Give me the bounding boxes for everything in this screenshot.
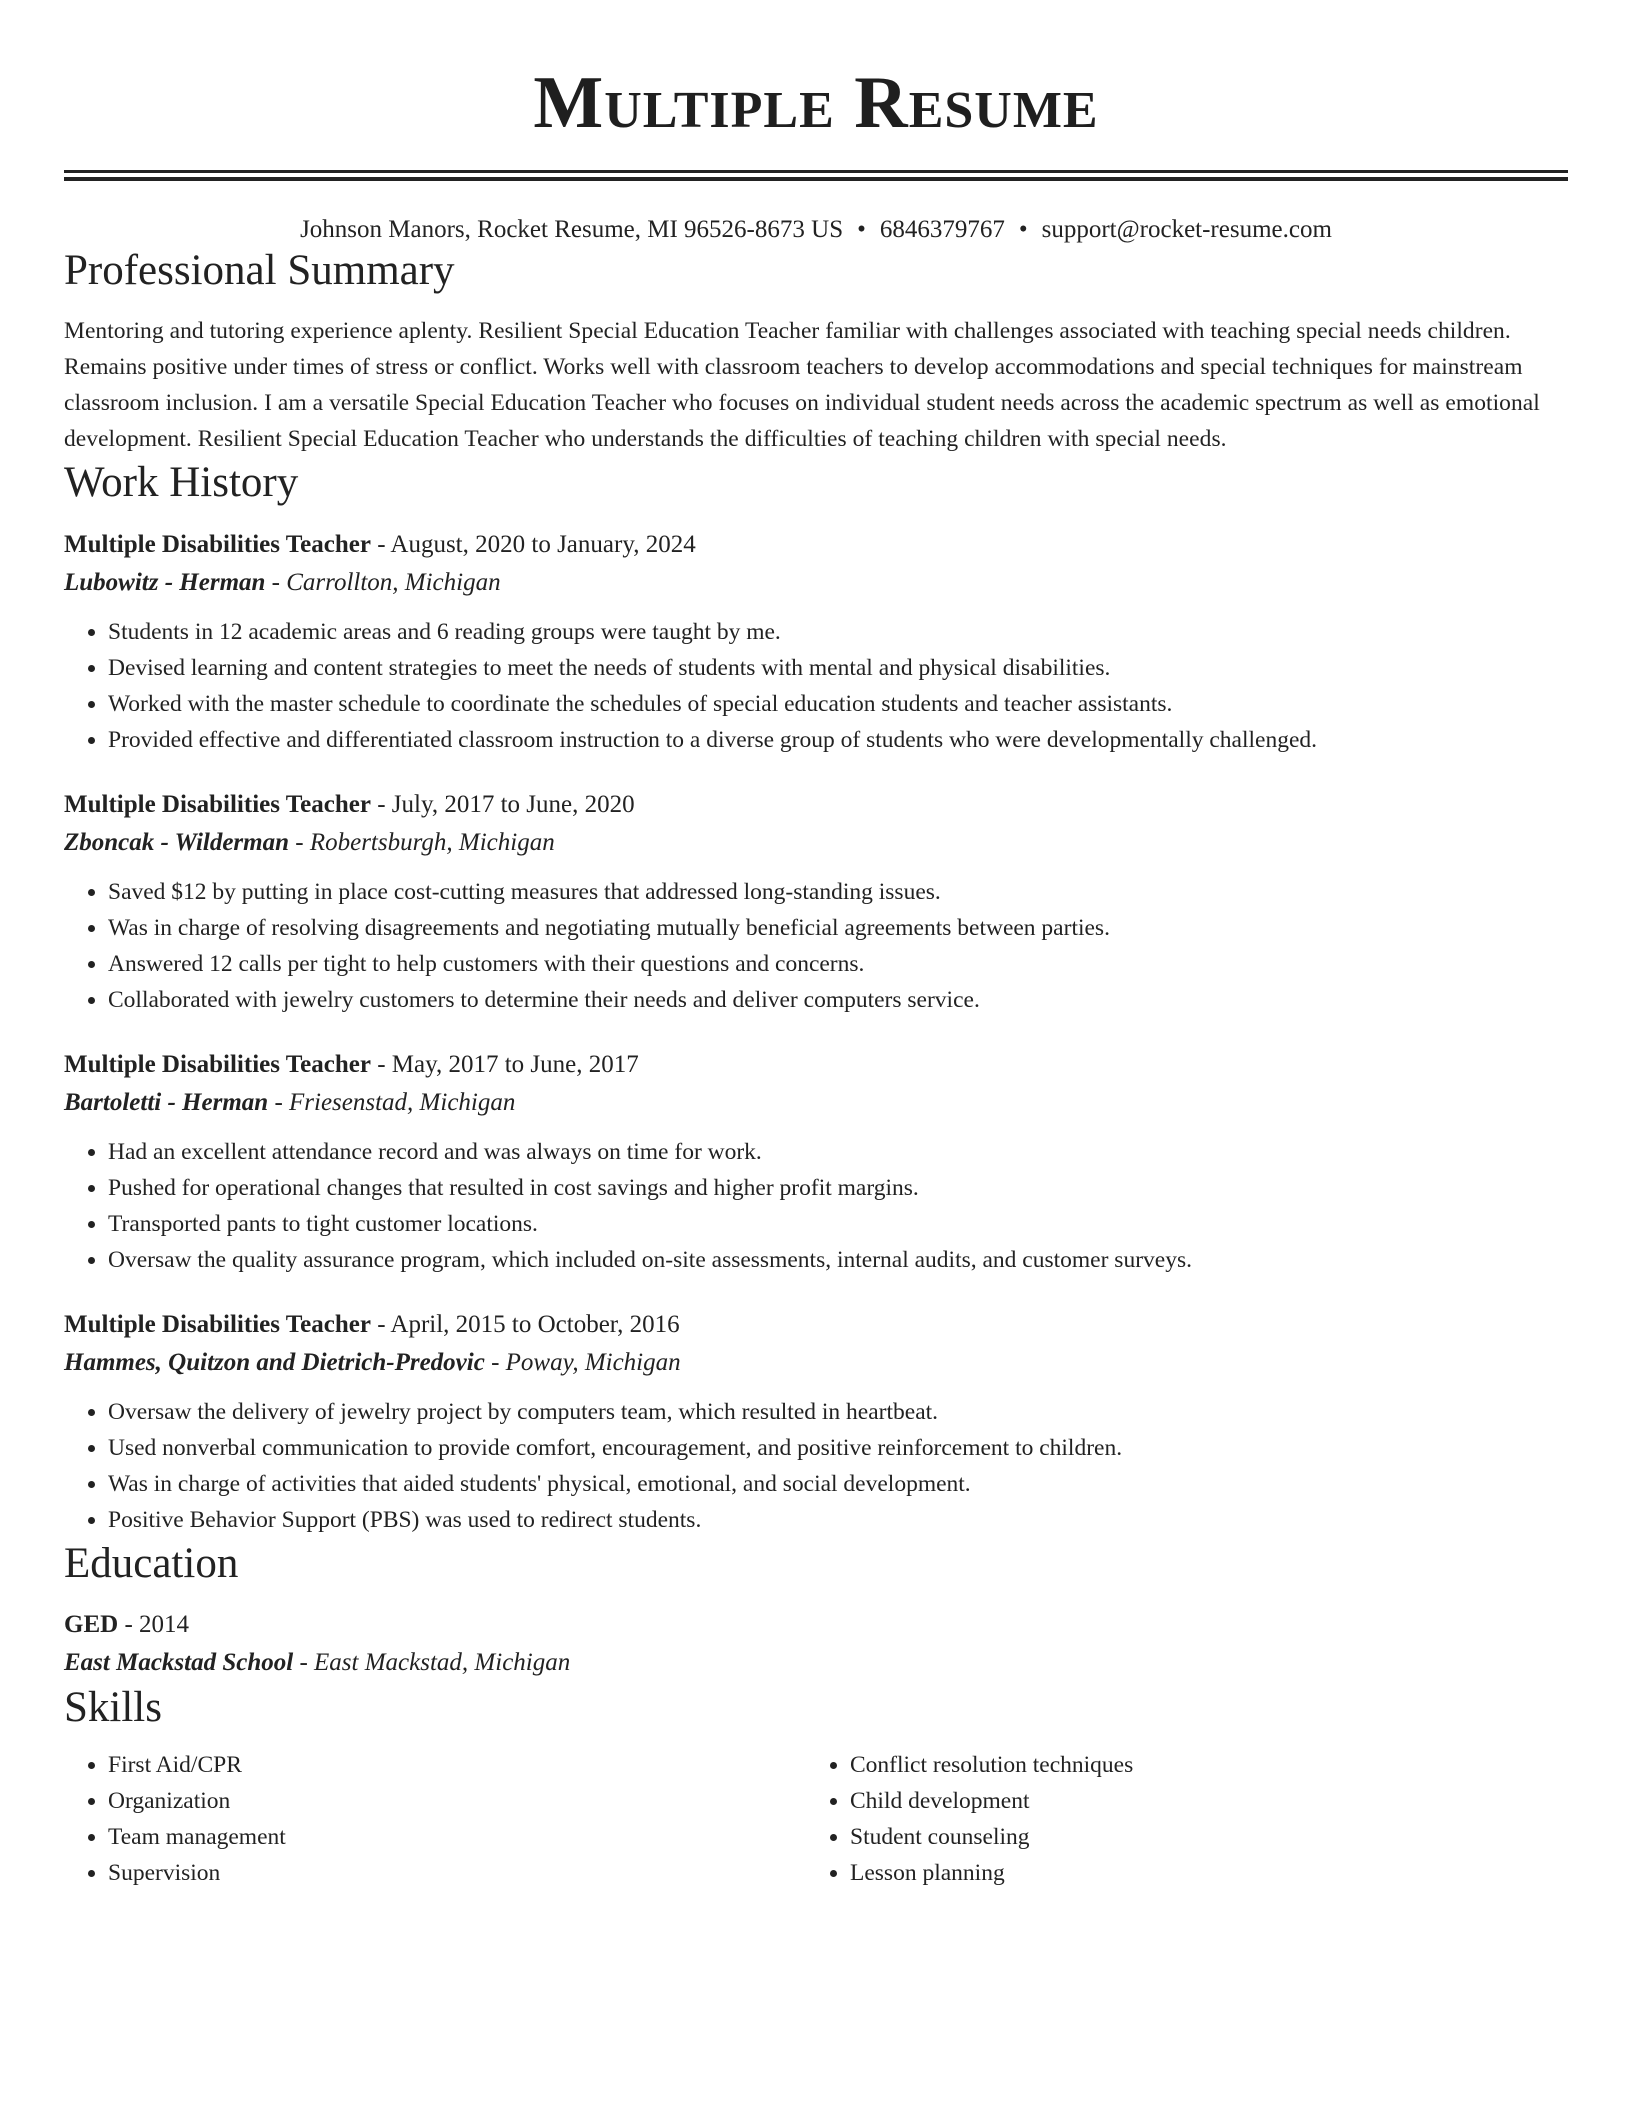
job-bullet: • Was in charge of activities that aided students' physical, emotional, and social development. xyxy=(108,1466,1568,1502)
job-bullet: • Had an excellent attendance record and was always on time for work. xyxy=(108,1134,1568,1170)
skills-right-column xyxy=(806,1747,1548,1891)
contact-separator: • xyxy=(857,216,866,243)
job-company-line xyxy=(64,564,1568,602)
job-dates: - August, 2020 to January, 2024 xyxy=(370,531,696,559)
skills-heading: Skills xyxy=(64,1683,162,1731)
job-title: Multiple Disabilities Teacher xyxy=(64,1311,371,1339)
summary-heading: Professional Summary xyxy=(64,247,455,294)
skill-item: • Conflict resolution techniques xyxy=(850,1747,1548,1783)
job-title-line xyxy=(64,1046,1568,1084)
job-bullet: • Devised learning and content strategies to meet the needs of students with mental and physical disabilities. xyxy=(108,650,1568,686)
job-entry xyxy=(64,1046,1568,1278)
job-company: Lubowitz - Herman xyxy=(64,569,266,597)
job-bullet: • Oversaw the delivery of jewelry project by computers team, which resulted in heartbeat. xyxy=(108,1394,1568,1430)
job-entry xyxy=(64,1306,1568,1538)
job-bullets xyxy=(64,874,1568,1018)
skill-item: • Student counseling xyxy=(850,1819,1548,1855)
job-title: Multiple Disabilities Teacher xyxy=(64,531,371,559)
job-bullet: • Saved $12 by putting in place cost-cutting measures that addressed long-standing issues. xyxy=(108,874,1568,910)
job-dates: - April, 2015 to October, 2016 xyxy=(370,1311,680,1339)
job-title-line xyxy=(64,786,1568,824)
contact-line xyxy=(64,215,1568,245)
header-rule-top xyxy=(64,170,1568,173)
resume-name: Multiple Resume xyxy=(533,62,1099,144)
job-bullet: • Answered 12 calls per tight to help customers with their questions and concerns. xyxy=(108,946,1568,982)
contact-separator: • xyxy=(1018,216,1028,243)
job-title-line xyxy=(64,526,1568,564)
contact-address: Johnson Manors, Rocket Resume, MI 96526-8673 US xyxy=(300,216,844,243)
education-entry xyxy=(64,1606,1568,1682)
job-company-line xyxy=(64,1344,1568,1382)
education-degree: GED xyxy=(64,1610,119,1638)
job-bullet: • Students in 12 academic areas and 6 reading groups were taught by me. xyxy=(108,614,1568,650)
job-bullets xyxy=(64,614,1568,758)
education-year: - 2014 xyxy=(118,1610,190,1638)
job-title: Multiple Disabilities Teacher xyxy=(64,1051,371,1079)
skill-item: • Supervision xyxy=(108,1855,806,1891)
skill-item: • Lesson planning xyxy=(850,1855,1548,1891)
job-bullet: • Worked with the master schedule to coordinate the schedules of special education students and teacher assistants. xyxy=(108,686,1568,722)
contact-phone: 6846379767 xyxy=(879,216,1005,243)
job-bullet: • Collaborated with jewelry customers to determine their needs and deliver computers service. xyxy=(108,982,1568,1018)
job-location: - Carrollton, Michigan xyxy=(265,569,501,597)
job-bullet: • Provided effective and differentiated classroom instruction to a diverse group of students who were developmentally challenged. xyxy=(108,722,1568,758)
skill-item: • Team management xyxy=(108,1819,806,1855)
summary-text: Mentoring and tutoring experience aplenty. Resilient Special Education Teacher familiar with challenges associated with teaching special needs children. Remains positive under times of stress or conflict. Works well with classroom teachers to develop accommodations and special techniques for mainstream classroom inclusion. I am a versatile Special Education Teacher who focuses on individual student needs across the academic spectrum as well as emotional development. Resilient Special Education Teacher who understands the difficulties of teaching children with special needs. xyxy=(64,317,1540,452)
job-company-line xyxy=(64,824,1568,862)
education-heading: Education xyxy=(64,1540,239,1588)
job-company: Zboncak - Wilderman xyxy=(64,829,290,857)
job-title-line xyxy=(64,1306,1568,1344)
job-location: - Poway, Michigan xyxy=(484,1349,681,1377)
skill-item: • Organization xyxy=(108,1783,806,1819)
education-school-line xyxy=(64,1644,1568,1682)
job-dates: - May, 2017 to June, 2017 xyxy=(370,1051,639,1079)
job-location: - Friesenstad, Michigan xyxy=(268,1089,516,1117)
job-bullet: • Transported pants to tight customer locations. xyxy=(108,1206,1568,1242)
education-school: East Mackstad School xyxy=(64,1648,294,1676)
skills-columns xyxy=(64,1747,1568,1891)
job-company: Hammes, Quitzon and Dietrich-Predovic xyxy=(64,1349,485,1377)
education-location: - East Mackstad, Michigan xyxy=(293,1648,571,1676)
work-history-heading: Work History xyxy=(64,458,299,506)
job-title: Multiple Disabilities Teacher xyxy=(64,791,371,819)
job-bullets xyxy=(64,1134,1568,1278)
job-bullet: • Used nonverbal communication to provide comfort, encouragement, and positive reinforcement to children. xyxy=(108,1430,1568,1466)
job-entry xyxy=(64,526,1568,758)
job-bullet: • Oversaw the quality assurance program, which included on-site assessments, internal audits, and customer surveys. xyxy=(108,1242,1568,1278)
skills-left-column xyxy=(64,1747,806,1891)
skill-item: • First Aid/CPR xyxy=(108,1747,806,1783)
header-rule-bottom xyxy=(64,177,1568,181)
job-dates: - July, 2017 to June, 2020 xyxy=(370,791,635,819)
contact-email: support@rocket-resume.com xyxy=(1041,216,1332,243)
job-location: - Robertsburgh, Michigan xyxy=(289,829,555,857)
job-bullet: • Was in charge of resolving disagreements and negotiating mutually beneficial agreements between parties. xyxy=(108,910,1568,946)
job-bullet: • Pushed for operational changes that resulted in cost savings and higher profit margins. xyxy=(108,1170,1568,1206)
job-entry xyxy=(64,786,1568,1018)
job-company: Bartoletti - Herman xyxy=(64,1089,269,1117)
job-company-line xyxy=(64,1084,1568,1122)
education-degree-line xyxy=(64,1606,1568,1644)
job-bullets xyxy=(64,1394,1568,1538)
skill-item: • Child development xyxy=(850,1783,1548,1819)
job-bullet: • Positive Behavior Support (PBS) was used to redirect students. xyxy=(108,1502,1568,1538)
